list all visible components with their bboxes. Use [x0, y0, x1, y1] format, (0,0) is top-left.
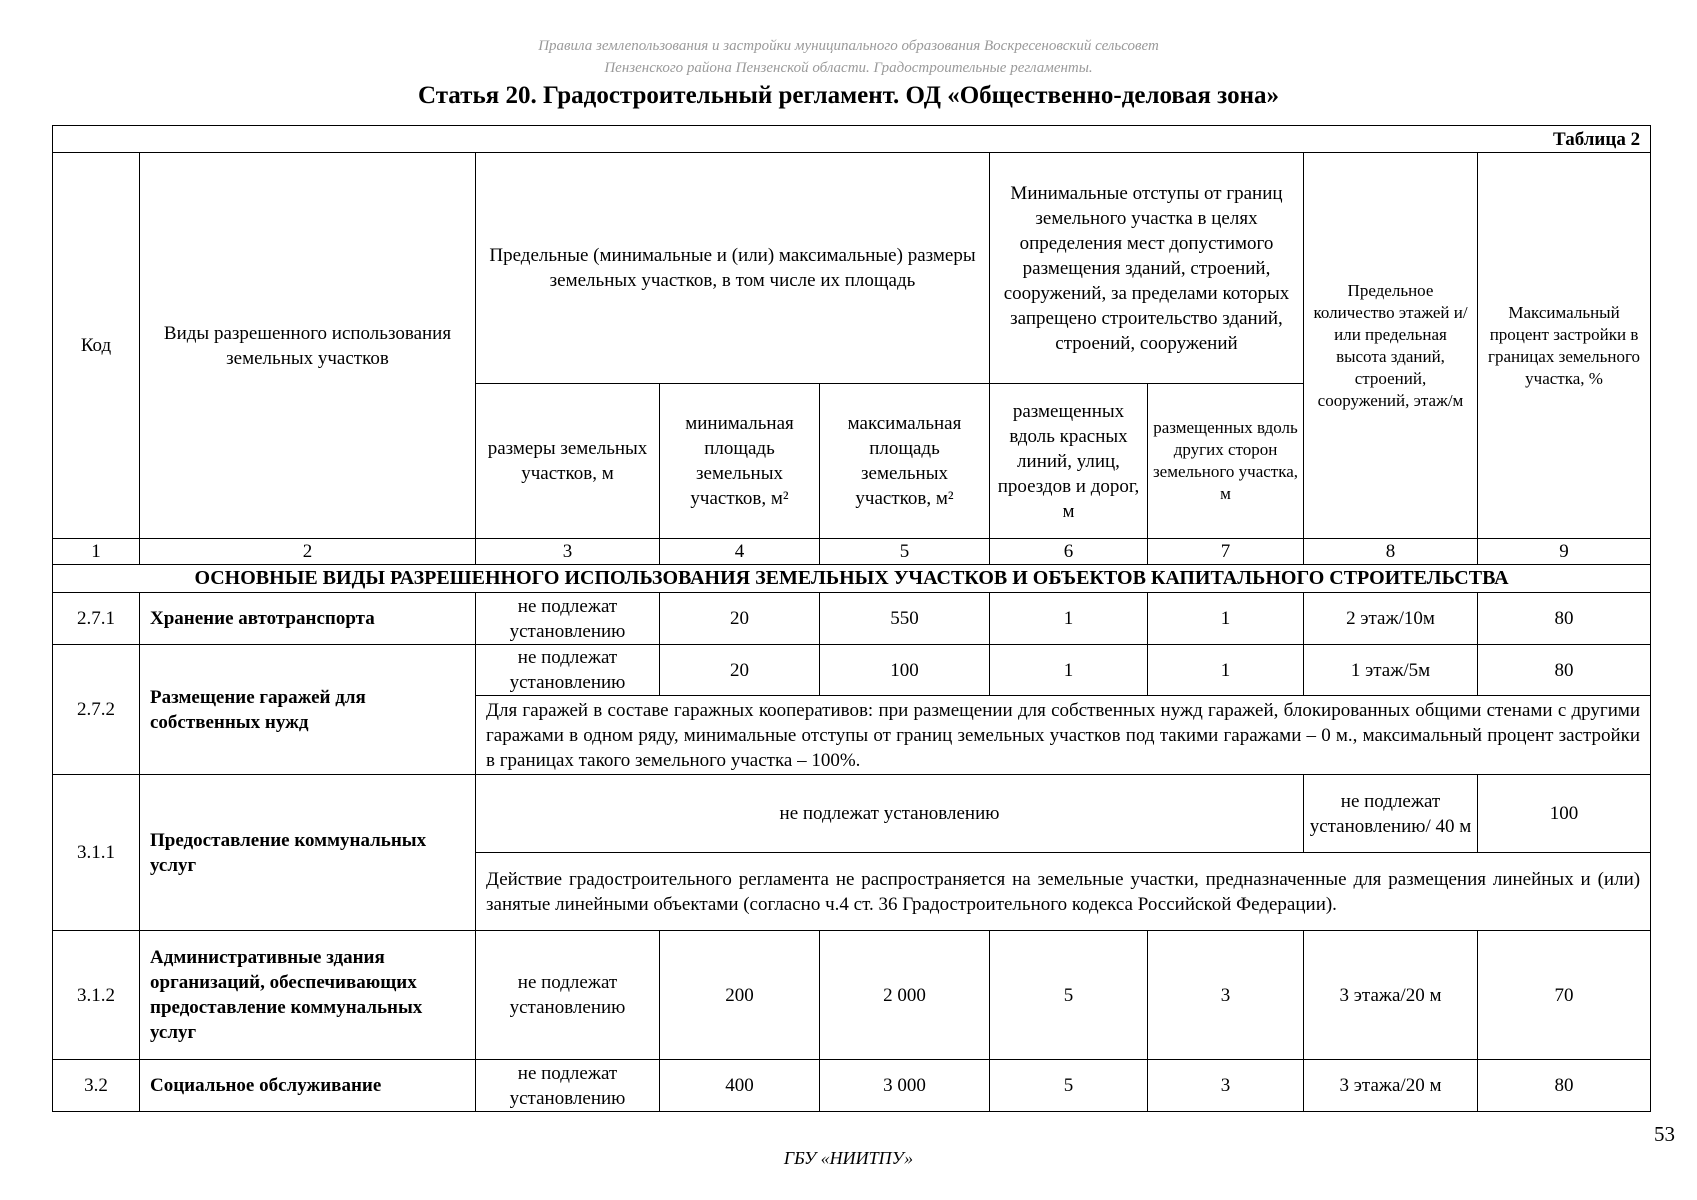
- table-row: [53, 1060, 1651, 1112]
- col-number: 4: [660, 539, 820, 565]
- col-number: 5: [820, 539, 990, 565]
- cell-code: 2.7.2: [53, 645, 140, 775]
- cell-min-area: 200: [660, 931, 820, 1060]
- header-types: Виды разрешенного использования земельных участков: [140, 153, 476, 539]
- cell-floors: 3 этажа/20 м: [1304, 1060, 1478, 1112]
- cell-floors: не подлежат установлению/ 40 м: [1304, 775, 1478, 853]
- cell-other-sides: 3: [1148, 931, 1304, 1060]
- header-sub-red-lines: размещенных вдоль красных линий, улиц, проездов и дорог, м: [990, 384, 1148, 539]
- col-number: 1: [53, 539, 140, 565]
- cell-other-sides: 1: [1148, 593, 1304, 645]
- cell-floors: 1 этаж/5м: [1304, 645, 1478, 696]
- footer-org: ГБУ «НИИТПУ»: [783, 1148, 914, 1168]
- col-number: 6: [990, 539, 1148, 565]
- cell-floors: 3 этажа/20 м: [1304, 931, 1478, 1060]
- header-sizes-group: Предельные (минимальные и (или) максимальные) размеры земельных участков, в том числе их площадь: [476, 153, 990, 384]
- row-note: Для гаражей в составе гаражных кооперативов: при размещении для собственных нужд гаражей, блокированных общими стенами с другими гаражами в одном ряду, минимальные отступы от границ земельных участков под такими гаражами – 0 м., максимальный процент застройки в границах такого земельного участка – 100%.: [476, 696, 1651, 775]
- cell-sizes: не подлежат установлению: [476, 645, 660, 696]
- cell-coverage: 80: [1478, 593, 1651, 645]
- header-sub-sizes: размеры земельных участков, м: [476, 384, 660, 539]
- table-row: [53, 645, 1651, 696]
- header-sub-max-area: максимальная площадь земельных участков, м²: [820, 384, 990, 539]
- cell-code: 3.2: [53, 1060, 140, 1112]
- header-sub-other-sides: размещенных вдоль других сторон земельного участка, м: [1148, 384, 1304, 539]
- running-header-line1: Правила землепользования и застройки муниципального образования Воскресеновский сельсовет: [538, 38, 1159, 54]
- col-number: 7: [1148, 539, 1304, 565]
- cell-code: 3.1.1: [53, 775, 140, 931]
- cell-max-area: 2 000: [820, 931, 990, 1060]
- cell-coverage: 70: [1478, 931, 1651, 1060]
- table-label: Таблица 2: [53, 126, 1651, 153]
- header-sub-min-area: минимальная площадь земельных участков, м²: [660, 384, 820, 539]
- row-note: Действие градостроительного регламента не распространяется на земельные участки, предназначенные для размещения линейных и (или) занятые линейными объектами (согласно ч.4 ст. 36 Градостроительного кодекса Российской Федерации).: [476, 853, 1651, 931]
- page-number: 53: [1654, 1122, 1675, 1146]
- cell-floors: 2 этаж/10м: [1304, 593, 1478, 645]
- header-setbacks-group: Минимальные отступы от границ земельного участка в целях определения мест допустимого размещения зданий, строений, сооружений, за пределами которых запрещено строительство зданий, строений, сооружений: [990, 153, 1304, 384]
- cell-red-lines: 5: [990, 1060, 1148, 1112]
- cell-name: Социальное обслуживание: [140, 1060, 476, 1112]
- cell-name: Административные здания организаций, обеспечивающих предоставление коммунальных услуг: [140, 931, 476, 1060]
- table-row: [53, 931, 1651, 1060]
- cell-other-sides: 3: [1148, 1060, 1304, 1112]
- section-title: ОСНОВНЫЕ ВИДЫ РАЗРЕШЕННОГО ИСПОЛЬЗОВАНИЯ ЗЕМЕЛЬНЫХ УЧАСТКОВ И ОБЪЕКТОВ КАПИТАЛЬНОГО СТРОИТЕЛЬСТВА: [53, 565, 1651, 593]
- table-row: [53, 775, 1651, 853]
- cell-name: Предоставление коммунальных услуг: [140, 775, 476, 931]
- cell-name: Хранение автотранспорта: [140, 593, 476, 645]
- cell-coverage: 80: [1478, 1060, 1651, 1112]
- col-number: 3: [476, 539, 660, 565]
- cell-red-lines: 5: [990, 931, 1148, 1060]
- regulation-table: [52, 125, 1651, 1112]
- cell-coverage: 100: [1478, 775, 1651, 853]
- cell-min-area: 400: [660, 1060, 820, 1112]
- running-header-line2: Пензенского района Пензенской области. Градостроительные регламенты.: [604, 60, 1093, 76]
- header-coverage: Максимальный процент застройки в границах земельного участка, %: [1478, 153, 1651, 539]
- cell-min-area: 20: [660, 645, 820, 696]
- cell-max-area: 550: [820, 593, 990, 645]
- col-number: 8: [1304, 539, 1478, 565]
- cell-code: 3.1.2: [53, 931, 140, 1060]
- cell-red-lines: 1: [990, 593, 1148, 645]
- article-title: Статья 20. Градостроительный регламент. ОД «Общественно-деловая зона»: [418, 82, 1279, 109]
- cell-merged-not-set: не подлежат установлению: [476, 775, 1304, 853]
- cell-max-area: 100: [820, 645, 990, 696]
- header-floors: Предельное количество этажей и/или предельная высота зданий, строений, сооружений, этаж/м: [1304, 153, 1478, 539]
- cell-coverage: 80: [1478, 645, 1651, 696]
- cell-sizes: не подлежат установлению: [476, 1060, 660, 1112]
- cell-other-sides: 1: [1148, 645, 1304, 696]
- cell-max-area: 3 000: [820, 1060, 990, 1112]
- cell-red-lines: 1: [990, 645, 1148, 696]
- col-number: 9: [1478, 539, 1651, 565]
- cell-code: 2.7.1: [53, 593, 140, 645]
- col-number: 2: [140, 539, 476, 565]
- header-code: Код: [53, 153, 140, 539]
- cell-sizes: не подлежат установлению: [476, 593, 660, 645]
- cell-min-area: 20: [660, 593, 820, 645]
- cell-sizes: не подлежат установлению: [476, 931, 660, 1060]
- table-row: [53, 593, 1651, 645]
- cell-name: Размещение гаражей для собственных нужд: [140, 645, 476, 775]
- column-numbers-row: [53, 539, 1651, 565]
